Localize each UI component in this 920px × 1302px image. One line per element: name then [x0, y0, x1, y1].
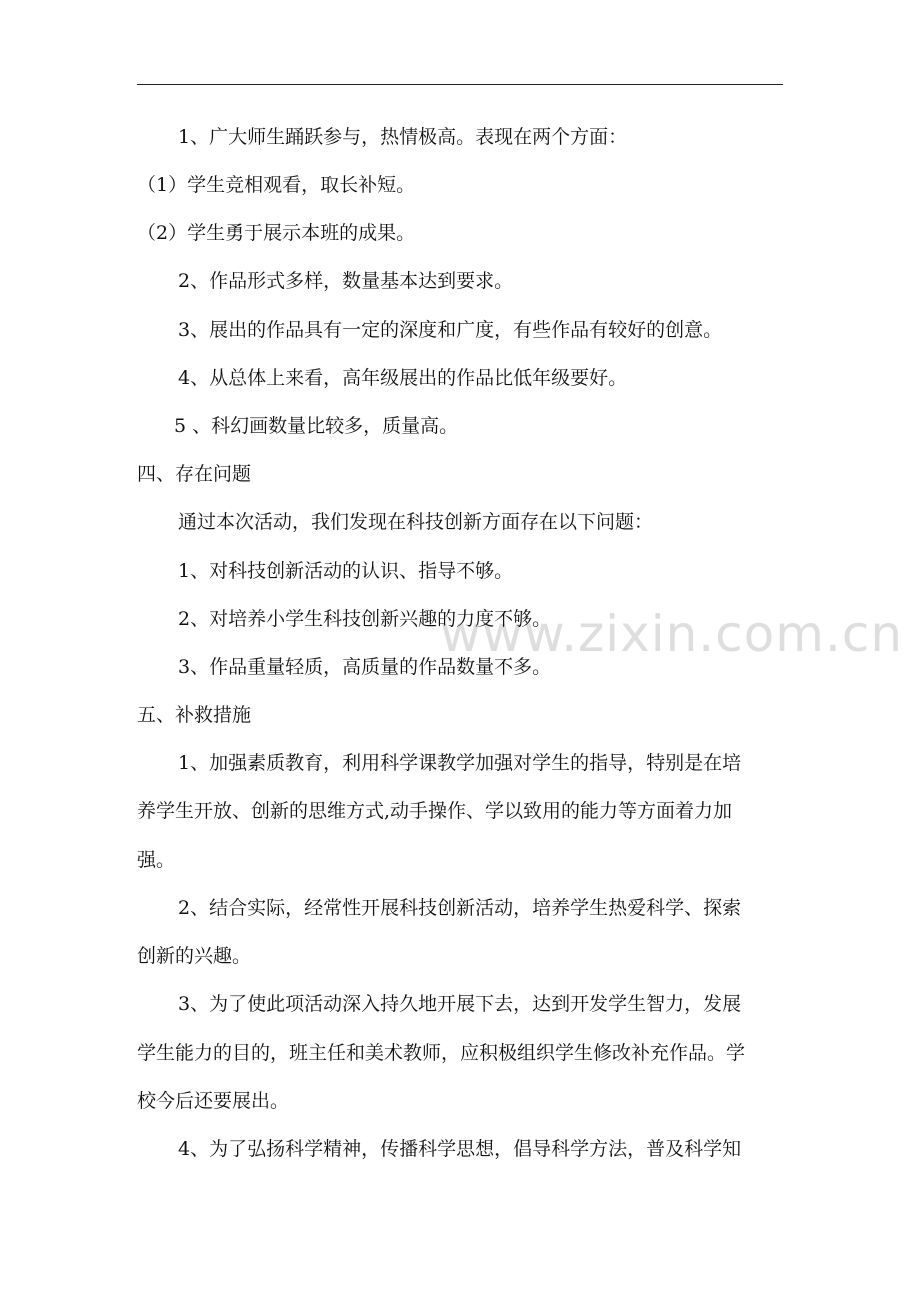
section-heading: 五、补救措施 [137, 704, 252, 726]
text-line: 4、从总体上来看，高年级展出的作品比低年级要好。 [178, 367, 628, 389]
section-heading: 四、存在问题 [137, 463, 252, 485]
text-line: 通过本次活动，我们发现在科技创新方面存在以下问题： [178, 511, 654, 533]
header-rule [137, 84, 783, 85]
text-line: 学生能力的目的，班主任和美术教师，应积极组织学生修改补充作品。学 [137, 1042, 746, 1064]
text-line: 创新的兴趣。 [137, 945, 252, 967]
text-line: 强。 [137, 849, 176, 871]
text-line: 2、结合实际，经常性开展科技创新活动，培养学生热爱科学、探索 [178, 897, 742, 919]
text-line: 3、展出的作品具有一定的深度和广度，有些作品有较好的创意。 [178, 319, 723, 341]
text-line: （1）学生竞相观看，取长补短。 [137, 174, 416, 196]
text-line: 2、作品形式多样，数量基本达到要求。 [178, 270, 514, 292]
text-line: 1、广大师生踊跃参与，热情极高。表现在两个方面： [178, 126, 628, 148]
text-line: 1、加强素质教育，利用科学课教学加强对学生的指导，特别是在培 [178, 752, 742, 774]
text-line: （2）学生勇于展示本班的成果。 [137, 222, 416, 244]
text-line: 4、为了弘扬科学精神，传播科学思想，倡导科学方法，普及科学知 [178, 1138, 742, 1160]
text-line: 养学生开放、创新的思维方式,动手操作、学以致用的能力等方面着力加 [137, 800, 733, 822]
text-line: 校今后还要展出。 [137, 1090, 290, 1112]
text-line: 3、为了使此项活动深入持久地开展下去，达到开发学生智力，发展 [178, 993, 742, 1015]
text-line: 5 、科幻画数量比较多，质量高。 [174, 415, 459, 437]
text-line: 2、对培养小学生科技创新兴趣的力度不够。 [178, 608, 552, 630]
text-line: 1、对科技创新活动的认识、指导不够。 [178, 560, 514, 582]
text-line: 3、作品重量轻质，高质量的作品数量不多。 [178, 656, 552, 678]
watermark: www.zixin.com.cn [440, 605, 904, 663]
